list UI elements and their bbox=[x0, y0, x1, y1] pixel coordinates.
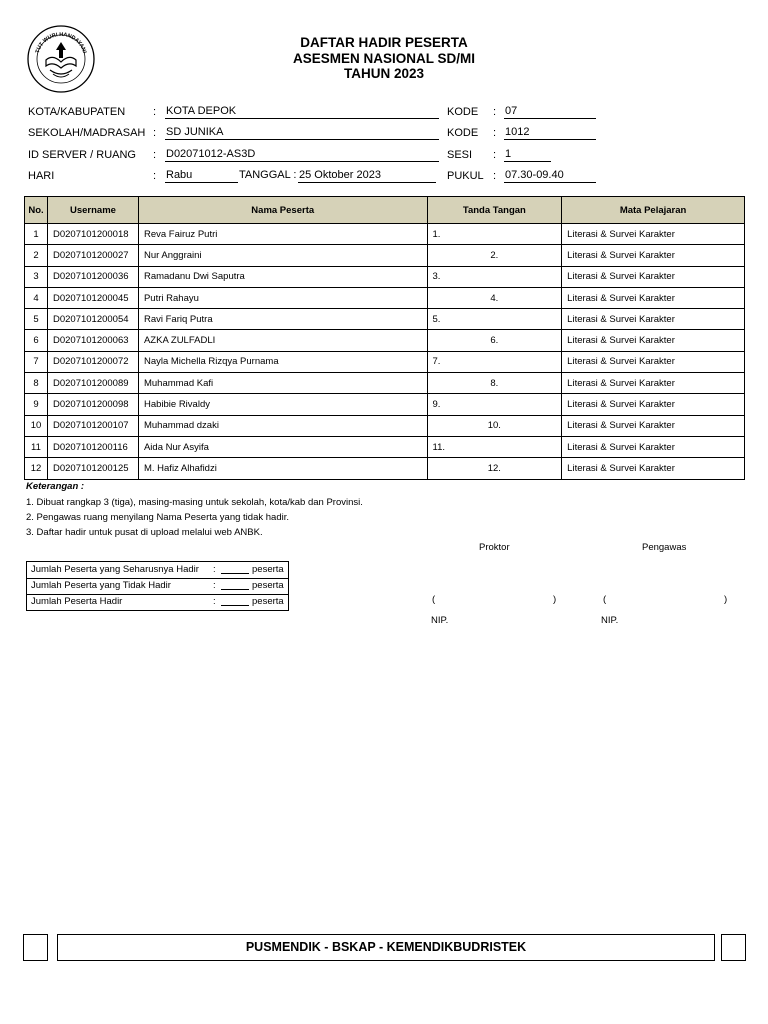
cell-tanda-tangan: 10. bbox=[427, 415, 562, 436]
summary-colon: : bbox=[213, 580, 216, 591]
cell-no: 8 bbox=[25, 373, 48, 394]
kode-wilayah-label: KODE bbox=[447, 106, 479, 118]
hari-label: HARI bbox=[28, 170, 55, 182]
cell-no: 5 bbox=[25, 309, 48, 330]
tanggal-label: TANGGAL : bbox=[239, 169, 297, 181]
cell-mata-pelajaran: Literasi & Survei Karakter bbox=[562, 394, 745, 415]
cell-username: D0207101200045 bbox=[47, 287, 138, 308]
cell-username: D0207101200107 bbox=[47, 415, 138, 436]
table-row bbox=[25, 394, 745, 415]
cell-no: 6 bbox=[25, 330, 48, 351]
proktor-label: Proktor bbox=[479, 542, 510, 553]
cell-no: 11 bbox=[25, 436, 48, 457]
cell-no: 10 bbox=[25, 415, 48, 436]
cell-mata-pelajaran: Literasi & Survei Karakter bbox=[562, 436, 745, 457]
cell-username: D0207101200036 bbox=[47, 266, 138, 287]
col-header-nama: Nama Peserta bbox=[138, 197, 427, 224]
cell-username: D0207101200027 bbox=[47, 245, 138, 266]
server-value: D02071012-AS3D bbox=[165, 148, 439, 162]
summary-label: Jumlah Peserta yang Tidak Hadir bbox=[31, 580, 171, 591]
cell-mata-pelajaran: Literasi & Survei Karakter bbox=[562, 373, 745, 394]
cell-mata-pelajaran: Literasi & Survei Karakter bbox=[562, 224, 745, 245]
kode-sekolah-value: 1012 bbox=[504, 126, 596, 140]
cell-tanda-tangan: 6. bbox=[427, 330, 562, 351]
cell-nama: Ravi Fariq Putra bbox=[138, 309, 427, 330]
footer-left-box bbox=[23, 934, 48, 961]
cell-nama: Nayla Michella Rizqya Purnama bbox=[138, 351, 427, 372]
cell-username: D0207101200063 bbox=[47, 330, 138, 351]
sekolah-label: SEKOLAH/MADRASAH bbox=[28, 127, 146, 139]
table-row bbox=[25, 266, 745, 287]
cell-nama: AZKA ZULFADLI bbox=[138, 330, 427, 351]
cell-nama: Reva Fairuz Putri bbox=[138, 224, 427, 245]
cell-nama: Nur Anggraini bbox=[138, 245, 427, 266]
cell-tanda-tangan: 4. bbox=[427, 287, 562, 308]
proktor-paren-close: ) bbox=[553, 594, 557, 605]
col-header-mata-pelajaran: Mata Pelajaran bbox=[562, 197, 745, 224]
table-row bbox=[25, 351, 745, 372]
sekolah-colon: : bbox=[153, 127, 157, 139]
summary-label: Jumlah Peserta yang Seharusnya Hadir bbox=[31, 564, 199, 575]
cell-mata-pelajaran: Literasi & Survei Karakter bbox=[562, 309, 745, 330]
summary-row-absent bbox=[27, 578, 288, 595]
cell-tanda-tangan: 1. bbox=[427, 224, 562, 245]
cell-no: 9 bbox=[25, 394, 48, 415]
cell-no: 2 bbox=[25, 245, 48, 266]
notes-title: Keterangan : bbox=[26, 481, 85, 492]
cell-username: D0207101200098 bbox=[47, 394, 138, 415]
cell-tanda-tangan: 8. bbox=[427, 373, 562, 394]
col-header-username: Username bbox=[47, 197, 138, 224]
pengawas-label: Pengawas bbox=[642, 542, 687, 553]
cell-mata-pelajaran: Literasi & Survei Karakter bbox=[562, 458, 745, 479]
pengawas-nip-label: NIP. bbox=[601, 615, 619, 626]
cell-tanda-tangan: 2. bbox=[427, 245, 562, 266]
note-item-1: 1. Dibuat rangkap 3 (tiga), masing-masing untuk sekolah, kota/kab dan Provinsi. bbox=[26, 497, 363, 508]
pukul-colon: : bbox=[493, 170, 497, 182]
cell-username: D0207101200072 bbox=[47, 351, 138, 372]
tanggal-value: 25 Oktober 2023 bbox=[298, 169, 436, 183]
summary-row-present bbox=[27, 594, 288, 610]
cell-tanda-tangan: 7. bbox=[427, 351, 562, 372]
summary-blank[interactable] bbox=[221, 596, 249, 606]
cell-mata-pelajaran: Literasi & Survei Karakter bbox=[562, 245, 745, 266]
note-item-3: 3. Daftar hadir untuk pusat di upload melalui web ANBK. bbox=[26, 527, 263, 538]
summary-blank[interactable] bbox=[221, 580, 249, 590]
summary-unit: peserta bbox=[252, 580, 284, 591]
note-item-2: 2. Pengawas ruang menyilang Nama Peserta yang tidak hadir. bbox=[26, 512, 289, 523]
document-title-line-1: DAFTAR HADIR PESERTA bbox=[300, 35, 468, 50]
cell-nama: Aida Nur Asyifa bbox=[138, 436, 427, 457]
table-row bbox=[25, 373, 745, 394]
summary-row-expected bbox=[27, 562, 288, 579]
table-row bbox=[25, 415, 745, 436]
cell-tanda-tangan: 11. bbox=[427, 436, 562, 457]
cell-username: D0207101200089 bbox=[47, 373, 138, 394]
cell-nama: Putri Rahayu bbox=[138, 287, 427, 308]
sesi-value: 1 bbox=[504, 148, 551, 162]
pengawas-paren-close: ) bbox=[724, 594, 728, 605]
attendance-summary-box bbox=[26, 561, 289, 611]
table-row bbox=[25, 436, 745, 457]
cell-tanda-tangan: 9. bbox=[427, 394, 562, 415]
col-header-no: No. bbox=[25, 197, 48, 224]
cell-no: 12 bbox=[25, 458, 48, 479]
table-row bbox=[25, 458, 745, 479]
cell-tanda-tangan: 12. bbox=[427, 458, 562, 479]
summary-unit: peserta bbox=[252, 596, 284, 607]
cell-nama: Muhammad Kafi bbox=[138, 373, 427, 394]
table-row bbox=[25, 245, 745, 266]
kota-colon: : bbox=[153, 106, 157, 118]
summary-blank[interactable] bbox=[221, 564, 249, 574]
footer-right-box bbox=[721, 934, 746, 961]
summary-unit: peserta bbox=[252, 564, 284, 575]
pengawas-paren-open: ( bbox=[603, 594, 607, 605]
col-header-tanda-tangan: Tanda Tangan bbox=[427, 197, 562, 224]
cell-no: 7 bbox=[25, 351, 48, 372]
document-title-line-2: ASESMEN NASIONAL SD/MI bbox=[292, 51, 476, 66]
table-header-row bbox=[25, 197, 745, 224]
summary-colon: : bbox=[213, 564, 216, 575]
kode-sekolah-label: KODE bbox=[447, 127, 479, 139]
cell-mata-pelajaran: Literasi & Survei Karakter bbox=[562, 415, 745, 436]
pukul-label: PUKUL bbox=[447, 170, 484, 182]
sekolah-value: SD JUNIKA bbox=[165, 126, 439, 140]
table-row bbox=[25, 330, 745, 351]
sesi-colon: : bbox=[493, 149, 497, 161]
svg-text:TUT WURI HANDAYANI: TUT WURI HANDAYANI bbox=[34, 31, 88, 55]
document-title-line-3: TAHUN 2023 bbox=[343, 66, 425, 81]
kota-label: KOTA/KABUPATEN bbox=[28, 106, 126, 118]
hari-colon: : bbox=[153, 170, 157, 182]
cell-nama: M. Hafiz Alhafidzi bbox=[138, 458, 427, 479]
server-label: ID SERVER / RUANG bbox=[28, 149, 136, 161]
cell-mata-pelajaran: Literasi & Survei Karakter bbox=[562, 351, 745, 372]
footer-banner: PUSMENDIK - BSKAP - KEMENDIKBUDRISTEK bbox=[57, 934, 715, 961]
server-colon: : bbox=[153, 149, 157, 161]
cell-mata-pelajaran: Literasi & Survei Karakter bbox=[562, 330, 745, 351]
kode-sekolah-colon: : bbox=[493, 127, 497, 139]
cell-no: 1 bbox=[25, 224, 48, 245]
cell-nama: Habibie Rivaldy bbox=[138, 394, 427, 415]
cell-no: 4 bbox=[25, 287, 48, 308]
cell-tanda-tangan: 5. bbox=[427, 309, 562, 330]
cell-mata-pelajaran: Literasi & Survei Karakter bbox=[562, 266, 745, 287]
table-row bbox=[25, 287, 745, 308]
cell-username: D0207101200054 bbox=[47, 309, 138, 330]
cell-username: D0207101200116 bbox=[47, 436, 138, 457]
table-row bbox=[25, 224, 745, 245]
attendance-table bbox=[24, 196, 745, 480]
kode-wilayah-colon: : bbox=[493, 106, 497, 118]
summary-colon: : bbox=[213, 596, 216, 607]
cell-nama: Ramadanu Dwi Saputra bbox=[138, 266, 427, 287]
summary-label: Jumlah Peserta Hadir bbox=[31, 596, 123, 607]
cell-mata-pelajaran: Literasi & Survei Karakter bbox=[562, 287, 745, 308]
cell-username: D0207101200018 bbox=[47, 224, 138, 245]
cell-username: D0207101200125 bbox=[47, 458, 138, 479]
kota-value: KOTA DEPOK bbox=[165, 105, 439, 119]
kode-wilayah-value: 07 bbox=[504, 105, 596, 119]
cell-no: 3 bbox=[25, 266, 48, 287]
hari-value: Rabu bbox=[165, 169, 238, 183]
proktor-paren-open: ( bbox=[432, 594, 436, 605]
sesi-label: SESI bbox=[447, 149, 473, 161]
cell-nama: Muhammad dzaki bbox=[138, 415, 427, 436]
pukul-value: 07.30-09.40 bbox=[504, 169, 596, 183]
table-row bbox=[25, 309, 745, 330]
cell-tanda-tangan: 3. bbox=[427, 266, 562, 287]
proktor-nip-label: NIP. bbox=[431, 615, 449, 626]
